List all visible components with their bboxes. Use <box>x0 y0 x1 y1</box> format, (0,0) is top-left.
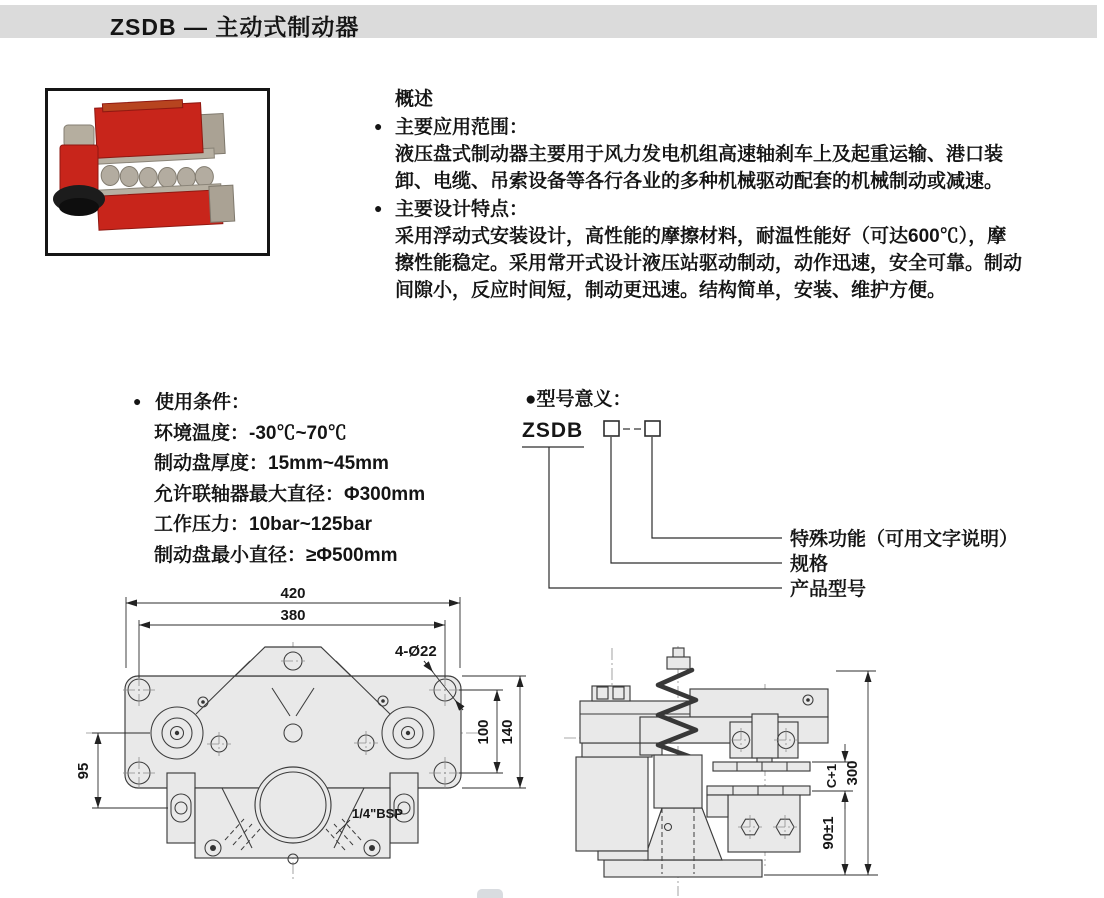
front-view-drawing <box>60 580 540 898</box>
overview-bullet-application <box>374 113 1098 141</box>
dim-right-inner-label: 100 <box>475 719 492 745</box>
overview-features-line: 采用浮动式安装设计，高性能的摩擦材料，耐温性能好（可达600℃），摩 <box>395 226 1007 247</box>
dim-width-inner-label: 380 <box>280 607 306 624</box>
dim-right-outer-label: 140 <box>499 719 516 745</box>
condition-item: 允许联轴器最大直径：Φ300mm <box>154 483 426 505</box>
conditions-heading: 使用条件： <box>155 392 251 413</box>
title-bar <box>0 5 1097 38</box>
dim-lower-label: 90±1 <box>820 816 837 850</box>
bullet-icon: ● <box>133 393 142 409</box>
overview-application-title: 主要应用范围： <box>395 117 529 138</box>
bullet-icon: ● <box>374 118 383 134</box>
dim-width-outer-label: 420 <box>280 585 306 602</box>
model-label-spec: 规格 <box>790 554 829 575</box>
brake-body <box>89 97 234 230</box>
overview-bullet-features <box>374 195 1098 223</box>
bullet-icon: ● <box>374 200 383 216</box>
model-prefix: ZSDB <box>522 419 584 442</box>
product-photo <box>45 88 270 256</box>
dim-holes-label: 4-Ø22 <box>395 643 437 660</box>
overview-features-title: 主要设计特点： <box>395 199 529 220</box>
overview-application-line: 液压盘式制动器主要用于风力发电机组高速轴刹车上及起重运输、港口装 <box>395 144 1004 165</box>
conditions-heading-row <box>133 386 425 419</box>
port-label: 1/4"BSP <box>352 806 403 821</box>
dim-total-height-label: 300 <box>844 760 861 786</box>
overview-features-line: 间隙小，反应时间短，制动更迅速。结构简单，安装、维护方便。 <box>395 280 947 301</box>
condition-item: 制动盘最小直径：≥Φ500mm <box>154 544 398 566</box>
product-photo-illustration <box>48 91 267 253</box>
overview-features-line: 擦性能稳定。采用常开式设计液压站驱动制动，动作迅速，安全可靠。制动 <box>395 253 1023 274</box>
dim-left-height-label: 95 <box>75 762 92 780</box>
model-label-special: 特殊功能（可用文字说明） <box>790 529 1019 550</box>
model-heading: 型号意义： <box>536 389 632 410</box>
page-footer-tab <box>477 889 503 898</box>
conditions-section <box>133 386 425 572</box>
page-title: ZSDB — 主动式制动器 <box>110 14 360 40</box>
condition-item: 工作压力：10bar~125bar <box>154 514 373 536</box>
overview-heading: 概述 <box>395 89 434 110</box>
side-view-drawing <box>555 630 995 898</box>
model-diagram <box>515 405 1050 605</box>
bullet-icon: ● <box>525 389 537 410</box>
overview-application-line: 卸、电缆、吊索设备等各行各业的多种机械驱动配套的机械制动或减速。 <box>395 171 1004 192</box>
overview-section <box>374 86 1098 304</box>
dim-gap-label: C+1 <box>824 763 839 789</box>
condition-item: 制动盘厚度：15mm~45mm <box>154 453 389 475</box>
condition-item: 环境温度：-30℃~70℃ <box>154 422 347 444</box>
model-label-type: 产品型号 <box>790 579 867 600</box>
